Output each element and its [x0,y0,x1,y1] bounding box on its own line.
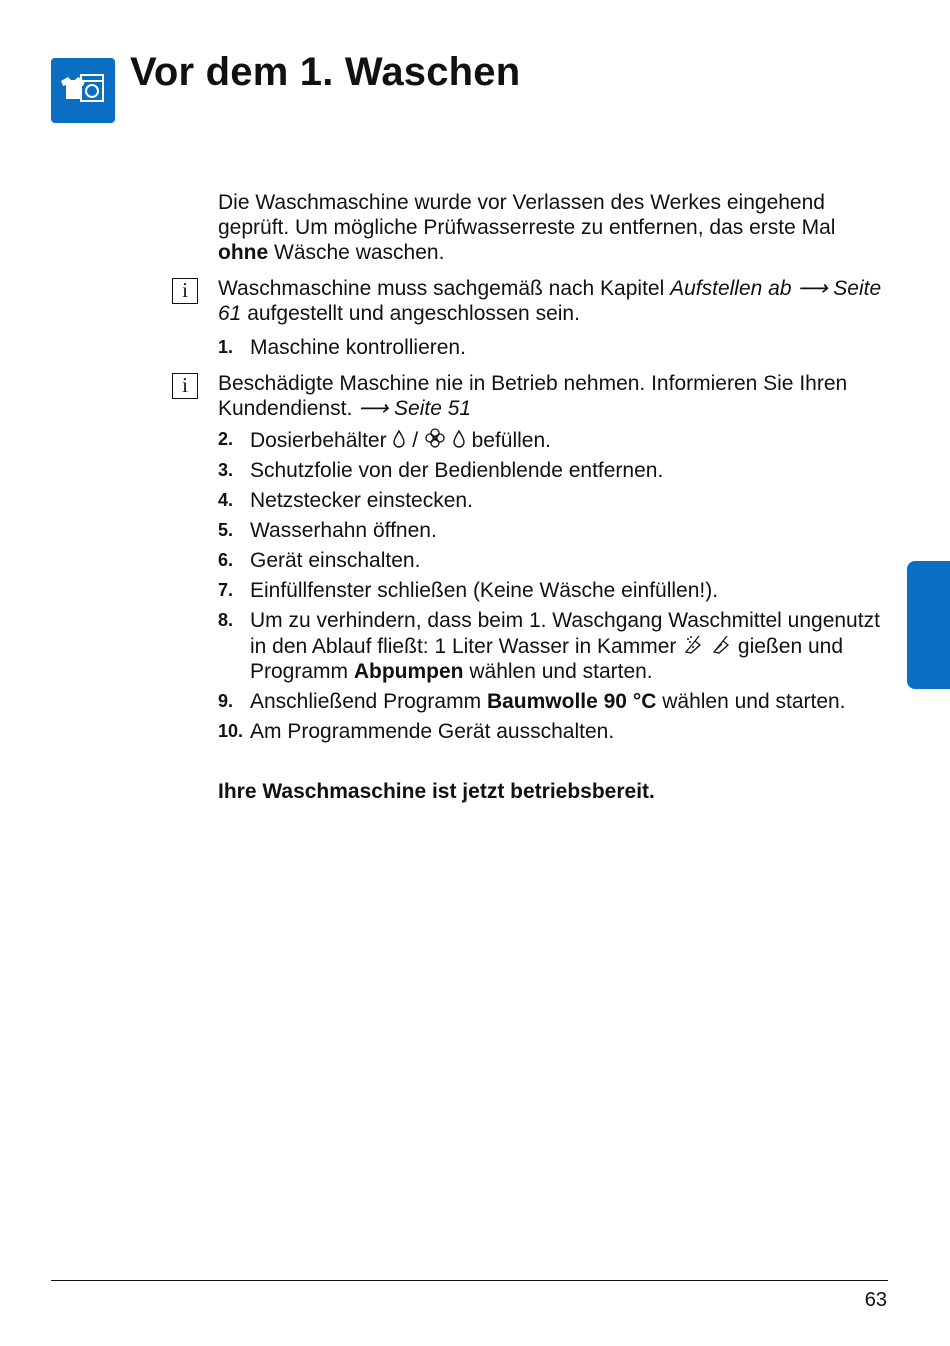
program-name: Abpumpen [353,660,464,683]
closing-statement: Ihre Waschmaschine ist jetzt betriebsbereit. [218,780,655,803]
step-item: 8. Um zu verhindern, dass beim 1. Waschgang Waschmittel ungenutzt in den Ablauf fließt: 1 Liter Wasser in Kammer gießen und Programm Abpumpen wählen und starten. [218,609,880,683]
step-item: 3. Schutzfolie von der Bedienblende entfernen. [218,459,664,482]
page-number: 63 [864,1289,887,1311]
step-item: 10. Am Programmende Gerät ausschalten. [218,720,615,743]
step-item: 5. Wasserhahn öffnen. [218,519,437,542]
step-item: 4. Netzstecker einstecken. [218,489,473,512]
intro-paragraph: Die Waschmaschine wurde vor Verlassen des Werkes eingehend geprüft. Um mögliche Prüfwasserreste zu entfernen, das erste Mal ohne Wäsche waschen. [218,191,836,264]
step-item: 7. Einfüllfenster schließen (Keine Wäsche einfüllen!). [218,579,719,602]
info-note-damage: i Beschädigte Maschine nie in Betrieb nehmen. Informieren Sie Ihren Kundendienst. ⟶ Seite 51 [218,371,888,421]
program-name: Baumwolle 90 °C [486,690,657,713]
step-item: 6. Gerät einschalten. [218,549,421,572]
flower-icon [424,427,446,449]
washing-machine-shirt-icon [51,58,115,123]
main-content [182,190,888,804]
step-list [218,458,888,603]
cross-reference-link[interactable]: ⟶ Seite 51 [358,397,472,420]
footer-divider [51,1280,888,1281]
info-icon: i [172,373,198,399]
drop-icon [392,429,406,449]
drop-icon [452,429,466,449]
info-icon: i [172,278,198,304]
intro-emphasis: ohne [218,241,269,264]
info-note-setup: i Waschmaschine muss sachgemäß nach Kapitel Aufstellen ab ⟶ Seite 61 aufgestellt und angeschlossen sein. [218,276,888,326]
page-title: Vor dem 1. Waschen [130,50,521,94]
detergent-chamber-icon [682,633,704,655]
step-item: 9. Anschließend Programm Baumwolle 90 °C wählen und starten. [218,690,846,713]
detergent-chamber-icon [710,633,732,655]
chapter-side-tab [907,561,950,689]
step-item: 2. Dosierbehälter / befüllen. [218,429,551,452]
cross-reference-link[interactable]: Aufstellen ab ⟶ Seite 61 [218,277,882,325]
step-item: 1. Maschine kontrollieren. [218,336,466,359]
